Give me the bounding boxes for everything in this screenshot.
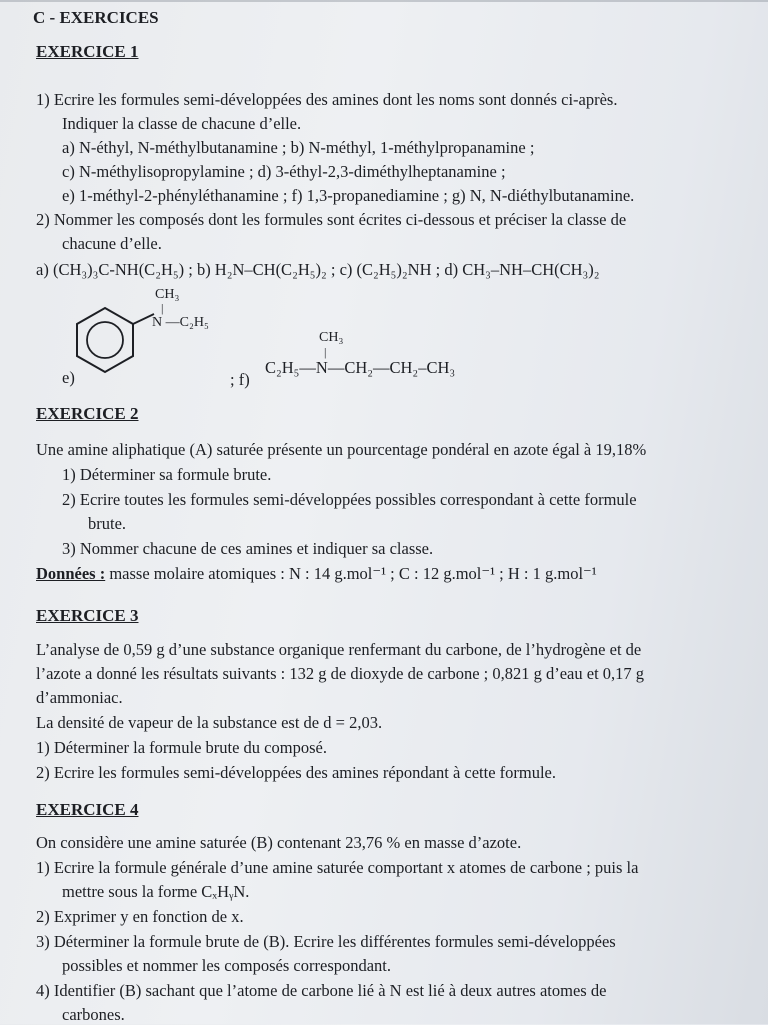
ex4-q3-line1: 3) Déterminer la formule brute de (B). Ecrire les différentes formules semi-développées bbox=[36, 932, 616, 951]
e-nitrogen-ethyl-label: N —C₂H₅ bbox=[152, 315, 209, 330]
f-label: ; f) bbox=[230, 370, 250, 389]
ex1-q1-line3: a) N-éthyl, N-méthylbutanamine ; b) N-méthyl, 1-méthylpropanamine ; bbox=[62, 138, 535, 157]
exercise-1-heading: EXERCICE 1 bbox=[36, 42, 139, 61]
ex3-q2: 2) Ecrire les formules semi-développées des amines répondant à cette formule. bbox=[36, 763, 557, 782]
benzene-ring-structure bbox=[70, 300, 160, 382]
ex3-p3: d’ammoniac. bbox=[36, 688, 123, 707]
ex2-q3: 3) Nommer chacune de ces amines et indiquer sa classe. bbox=[62, 539, 434, 558]
ex2-q1: 1) Déterminer sa formule brute. bbox=[62, 465, 272, 484]
ex1-q2-line2: chacune d’elle. bbox=[62, 234, 162, 253]
e-label: e) bbox=[62, 368, 75, 387]
f-methyl-label: CH₃ bbox=[319, 330, 344, 345]
ex1-q1-line5: e) 1-méthyl-2-phényléthanamine ; f) 1,3-propanediamine ; g) N, N-diéthylbutanamine. bbox=[62, 186, 635, 205]
section-title: C - EXERCICES bbox=[33, 8, 159, 27]
ex4-intro: On considère une amine saturée (B) contenant 23,76 % en masse d’azote. bbox=[36, 833, 522, 852]
f-bond-bar: | bbox=[324, 345, 327, 359]
ex2-q2-line2: brute. bbox=[88, 514, 127, 533]
ex1-q2-line1: 2) Nommer les composés dont les formules sont écrites ci-dessous et préciser la classe de bbox=[36, 210, 627, 229]
ex3-q1: 1) Déterminer la formule brute du composé. bbox=[36, 738, 327, 757]
ex2-data-values: masse molaire atomiques : N : 14 g.mol⁻¹ ; C : 12 g.mol⁻¹ ; H : 1 g.mol⁻¹ bbox=[105, 564, 597, 583]
ex4-q1-line1: 1) Ecrire la formule générale d’une amine saturée comportant x atomes de carbone ; puis la bbox=[36, 858, 639, 877]
top-edge-line bbox=[0, 0, 768, 2]
ex4-q1-line2: mettre sous la forme CₓHᵧN. bbox=[62, 882, 250, 901]
ex2-data-line bbox=[36, 564, 597, 584]
ex2-q2-line1: 2) Ecrire toutes les formules semi-développées possibles correspondant à cette formule bbox=[62, 490, 637, 509]
ex1-formulas-line: a) (CH₃)₃C-NH(C₂H₅) ; b) H₂N–CH(C₂H₅)₂ ; c) (C₂H₅)₂NH ; d) CH₃–NH–CH(CH₃)₂ bbox=[36, 260, 600, 279]
ex1-q1-line2: Indiquer la classe de chacune d’elle. bbox=[62, 114, 302, 133]
ex3-p1: L’analyse de 0,59 g d’une substance organique renfermant du carbone, de l’hydrogène et de bbox=[36, 640, 642, 659]
ex4-q3-line2: possibles et nommer les composés correspondant. bbox=[62, 956, 392, 975]
ex4-q4-line2: carbones. bbox=[62, 1005, 125, 1024]
ex4-q2: 2) Exprimer y en fonction de x. bbox=[36, 907, 244, 926]
exercise-4-heading: EXERCICE 4 bbox=[36, 800, 139, 819]
ex1-q1-line4: c) N-méthylisopropylamine ; d) 3-éthyl-2,3-diméthylheptanamine ; bbox=[62, 162, 506, 181]
e-bond-bar: | bbox=[161, 301, 164, 315]
ex1-q1-line1: 1) Ecrire les formules semi-développées des amines dont les noms sont donnés ci-après. bbox=[36, 90, 618, 109]
exercise-3-heading: EXERCICE 3 bbox=[36, 606, 139, 625]
e-methyl-label: CH₃ bbox=[155, 287, 180, 302]
f-chain-formula: C₂H₅—N—CH₂—CH₂–CH₃ bbox=[265, 358, 456, 377]
ex2-intro: Une amine aliphatique (A) saturée présente un pourcentage pondéral en azote égal à 19,18% bbox=[36, 440, 647, 459]
ex2-data-label: Données : bbox=[36, 564, 106, 583]
ex3-p4: La densité de vapeur de la substance est de d = 2,03. bbox=[36, 713, 383, 732]
exercise-2-heading: EXERCICE 2 bbox=[36, 404, 139, 423]
ex3-p2: l’azote a donné les résultats suivants : 132 g de dioxyde de carbone ; 0,821 g d’eau et 0,17 g bbox=[36, 664, 645, 683]
ex4-q4-line1: 4) Identifier (B) sachant que l’atome de carbone lié à N est lié à deux autres atomes de bbox=[36, 981, 607, 1000]
